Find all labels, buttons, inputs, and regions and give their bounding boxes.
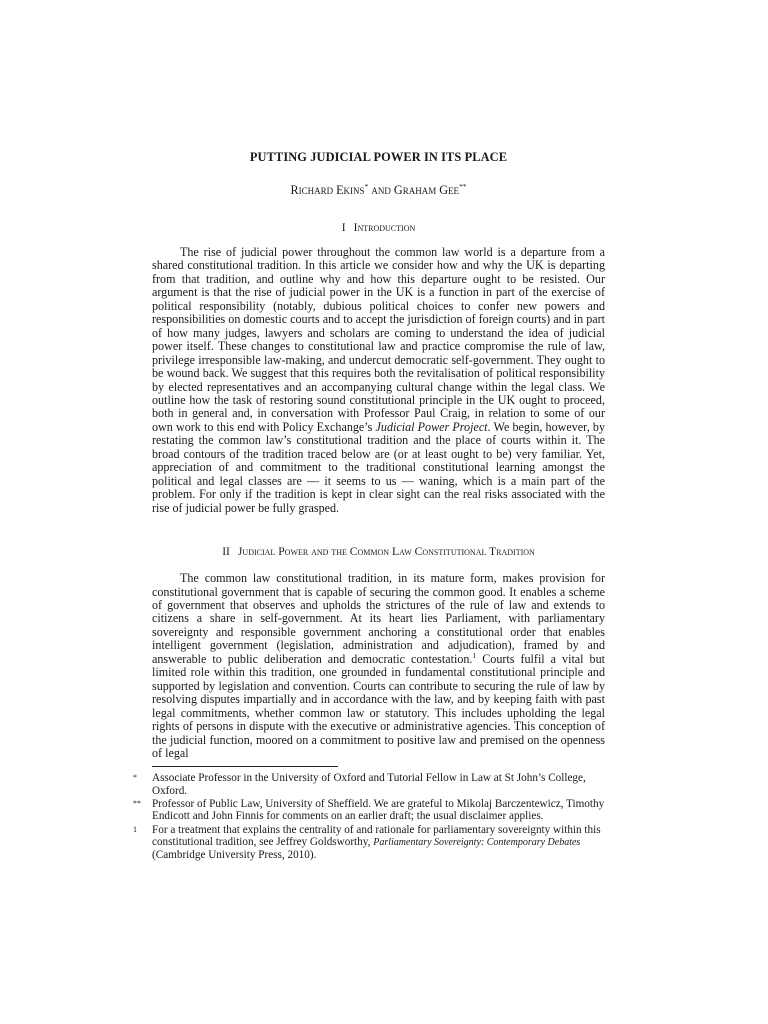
footnote-mark: *: [133, 773, 137, 783]
author-connector: and: [371, 183, 391, 197]
section-number: II: [222, 545, 230, 559]
footnote-text: (Cambridge University Press, 2010).: [152, 849, 317, 862]
footnote-mark-double-star[interactable]: **: [459, 181, 467, 191]
paragraph-text: The common law constitutional tradition, in its mature form, makes provision for constitutional government that is capable of securing the common good. It enables a scheme of government that observes and upholds the strictures of the rule of law and extends to citizens a share in self-government. At its heart lies Parliament, with parliamentary sovereignty and responsible government anchoring a constitutional order that enables intelligent government (legislation, administration and adjudication), framed by and answerable to public deliberation and democratic contestation.: [152, 571, 605, 666]
author-ekins: Richard Ekins: [290, 183, 365, 197]
footnote-ref-1[interactable]: 1: [472, 650, 477, 660]
footnote-text: For a treatment that explains the centrality of and rationale for parliamentary sovereignty within this constitutional tradition, see Jeffrey Goldsworthy,: [152, 823, 601, 848]
article-title: PUTTING JUDICIAL POWER IN ITS PLACE: [249, 150, 508, 164]
section-title: Introduction: [353, 221, 416, 234]
tradition-paragraph: [152, 572, 605, 760]
footnote-mark-star[interactable]: *: [364, 181, 369, 191]
footnote-1: [133, 823, 605, 862]
introduction-paragraph: [152, 246, 605, 515]
footnote-text: Associate Professor in the University of Oxford and Tutorial Fellow in Law at St John’s College, Oxford.: [152, 772, 586, 797]
footnote-text: Professor of Public Law, University of Sheffield. We are grateful to Mikolaj Barczentewicz, Timothy Endicott and John Finnis for comments on an earlier draft; the usual disclaimer applies.: [152, 798, 605, 823]
section-number: I: [341, 221, 346, 234]
section-heading-introduction: [152, 221, 605, 234]
article-page: [133, 150, 605, 862]
paragraph-text: . We begin, however, by restating the common law’s constitutional tradition and the place of courts within it. The broad contours of the tradition traced below are (or at least ought to be) very familiar. Yet, appreciation of and commitment to the traditional constitutional learning amongst the political and legal classes are — it seems to us — waning, which is a main part of the problem. For only if the tradition is kept in clear sight can the real risks associated with the rise of judicial power be fully grasped.: [152, 419, 605, 515]
project-name: Judicial Power Project: [375, 419, 488, 434]
paragraph-text: Courts fulfil a vital but limited role within this tradition, one grounded in fundamental constitutional principle and supported by legislation and convention. Courts can contribute to securing the rule of law by resolving disputes impartially and in accordance with the law, and by keeping faith with past legal commitments, whether common law or statutory. This includes upholding the legal rights of persons in dispute with the executive or administrative agencies. This conception of the judicial function, moored on a commitment to positive law and premised on the openness of legal: [152, 651, 605, 760]
footnotes: [133, 772, 605, 862]
footnote-mark: **: [133, 799, 141, 808]
footnote-star: [133, 772, 605, 797]
footnote-mark: 1: [133, 824, 137, 834]
book-title: Parliamentary Sovereignty: Contemporary Debates: [373, 836, 581, 848]
section-heading-judicial-power: [152, 545, 605, 558]
paragraph-text: The rise of judicial power throughout the common law world is a departure from a shared constitutional tradition. In this article we consider how and why the UK is departing from that tradition, and outline why and how this departure ought to be resisted. Our argument is that the rise of judicial power in the UK is a function in part of the exercise of political responsibility (notably, dubious political choices to confer new powers and responsibilities on domestic courts and to accept the jurisdiction of foreign courts) and in part of how many judges, lawyers and scholars are coming to understand the idea of judicial power itself. These changes to constitutional law and practice compromise the rule of law, privilege irresponsible law-making, and undercut democratic self-government. They ought to be wound back. We suggest that this requires both the revitalisation of political responsibility by elected representatives and an accompanying cultural change within the legal class. We outline how the task of restoring sound constitutional principle in the UK ought to proceed, both in general and, in conversation with Professor Paul Craig, in relation to some of our own work to this end with Policy Exchange’s: [152, 245, 605, 434]
footnote-separator: [152, 766, 338, 767]
author-line: [152, 183, 605, 198]
author-gee: Graham Gee: [393, 183, 460, 197]
section-title: Judicial Power and the Common Law Constitutional Tradition: [237, 545, 535, 559]
footnote-double-star: [133, 798, 605, 823]
